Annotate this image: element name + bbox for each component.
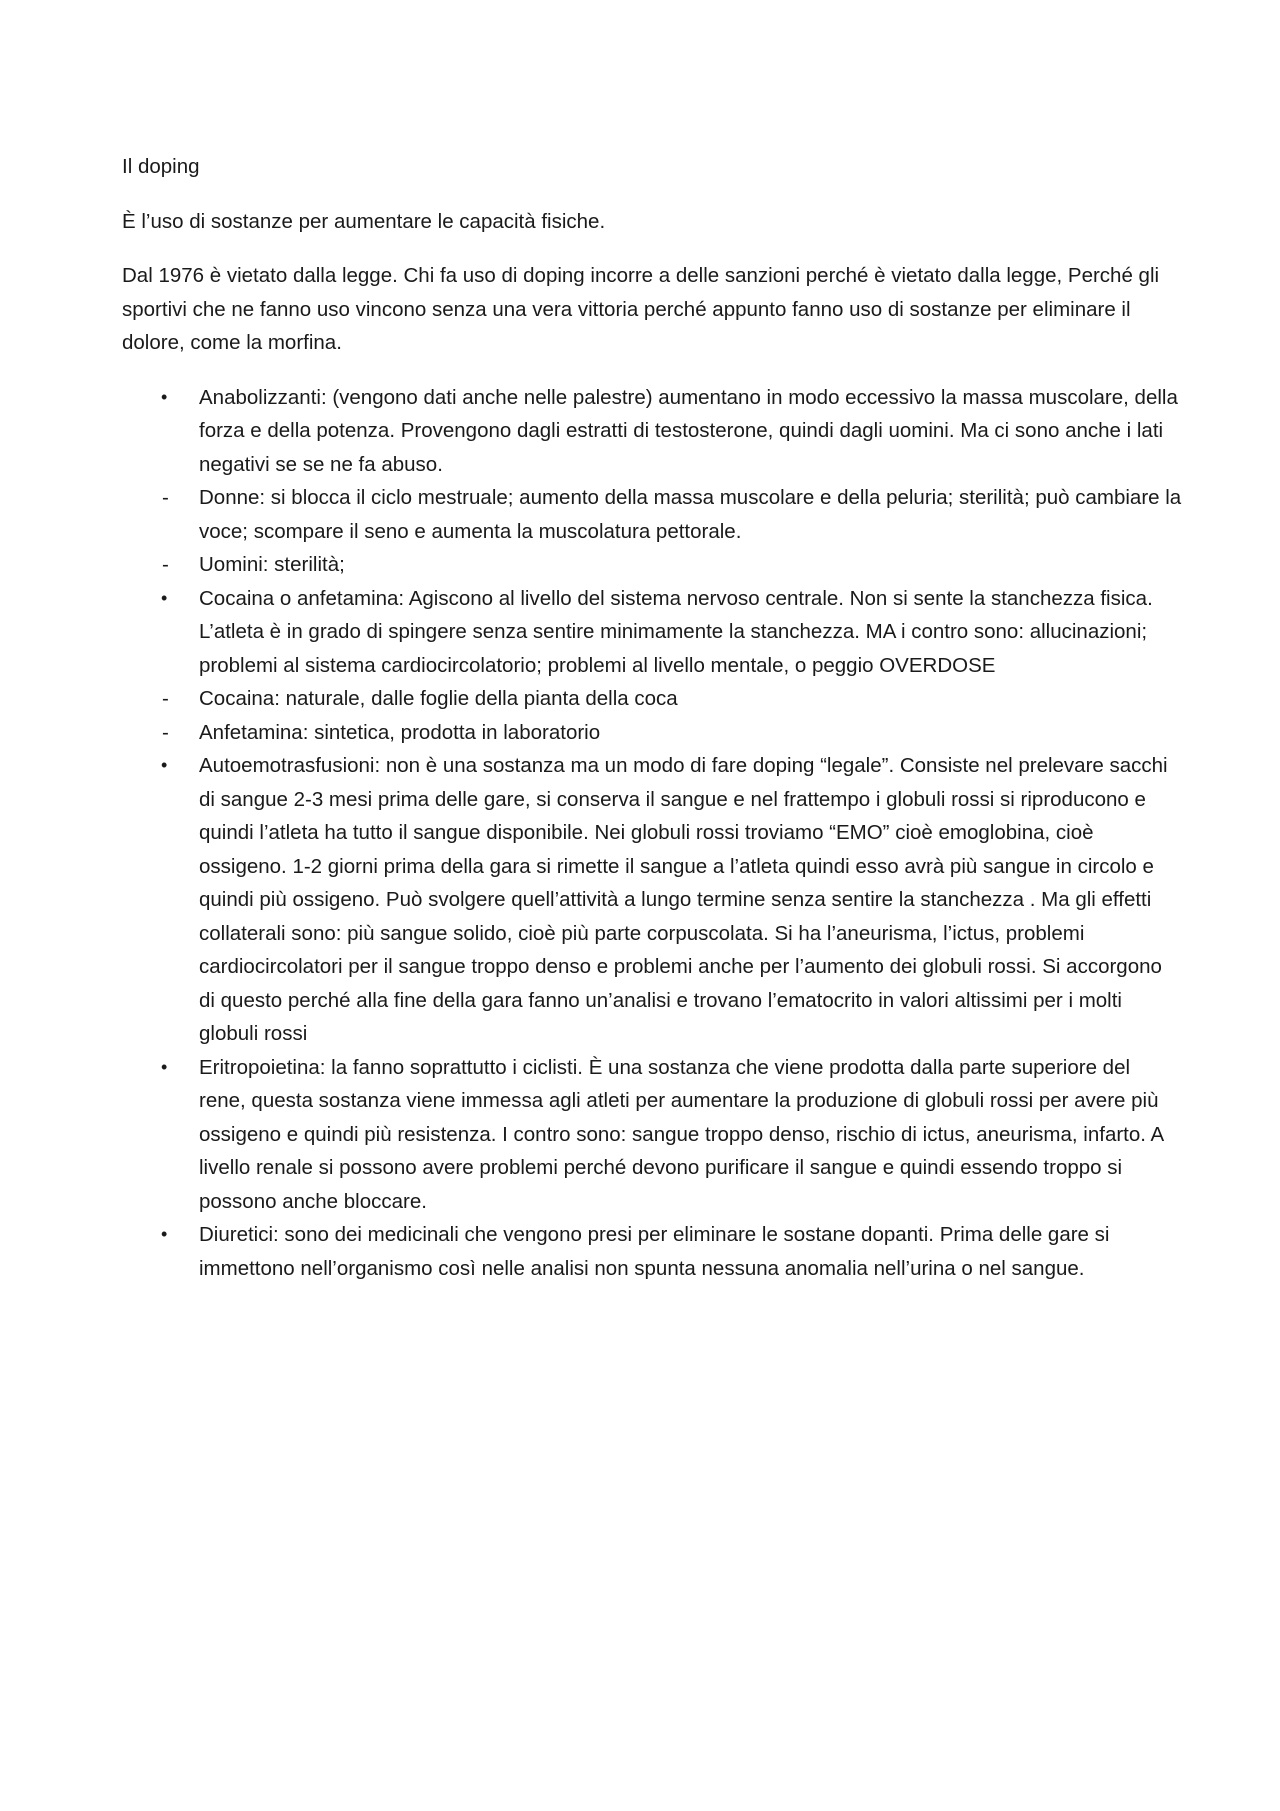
list-item-text: Cocaina o anfetamina: Agiscono al livello del sistema nervoso centrale. Non si sente la stanchezza fisica. L’atleta è in grado di spingere senza sentire minimamente la stanchezza. MA i contro sono: allucinazioni; problemi al sistema cardiocircolatorio; problemi al livello mentale, o peggio OVERDOSE — [199, 586, 1153, 677]
list-item-text: Cocaina: naturale, dalle foglie della pianta della coca — [199, 687, 678, 710]
list-item-diuretici — [122, 1218, 1182, 1285]
list-item-text: Eritropoietina: la fanno soprattutto i ciclisti. È una sostanza che viene prodotta dalla parte superiore del rene, questa sostanza viene immessa agli atleti per aumentare la produzione di globuli rossi per avere più ossigeno e quindi più resistenza. I contro sono: sangue troppo denso, rischio di ictus, aneurisma, infarto. A livello renale si possono avere problemi perché devono purificare il sangue e quindi essendo troppo si possono anche bloccare. — [199, 1055, 1164, 1213]
bullet-icon: • — [161, 1224, 168, 1244]
list-item-text: Anfetamina: sintetica, prodotta in laboratorio — [199, 720, 601, 744]
dash-icon: - — [162, 687, 169, 710]
list-item-text: Diuretici: sono dei medicinali che vengono presi per eliminare le sostane dopanti. Prima delle gare si immettono nell’organismo così nelle analisi non spunta nessuna anomalia nell’urina o nel sangue. — [199, 1223, 1110, 1280]
list-item-text: Uomini: sterilità; — [199, 553, 345, 576]
document-body — [122, 150, 1182, 1285]
intro-paragraph: È l’uso di sostanze per aumentare le capacità fisiche. — [122, 209, 606, 233]
list-item-anabolizzanti — [122, 381, 1182, 482]
law-paragraph: Dal 1976 è vietato dalla legge. Chi fa uso di doping incorre a delle sanzioni perché è vietato dalla legge, Perché gli sportivi che ne fanno uso vincono senza una vera vittoria perché appunto fanno uso di sostanze per eliminare il dolore, come la morfina. — [122, 264, 1160, 354]
dash-icon: - — [162, 720, 169, 744]
bullet-icon: • — [161, 587, 168, 608]
list-item-cocaina-anfetamina — [122, 582, 1182, 683]
list-item-text: Autoemotrasfusioni: non è una sostanza ma un modo di fare doping “legale”. Consiste nel prelevare sacchi di sangue 2-3 mesi prima delle gare, si conserva il sangue e nel frattempo i globuli rossi si riproducono e quindi l’atleta ha tutto il sangue disponibile. Nei globuli rossi troviamo “EMO” cioè emoglobina, cioè ossigeno. 1-2 giorni prima della gara si rimette il sangue a l’atleta quindi esso avrà più sangue in circolo e quindi più ossigeno. Può svolgere quell’attività a lungo termine senza sentire la stanchezza . Ma gli effetti collaterali sono: più sangue solido, cioè più parte corpuscolata. Si ha l’aneurisma, l’ictus, problemi cardiocircolatori per il sangue troppo denso e problemi anche per l’aumento dei globuli rossi. Si accorgono di questo perché alla fine della gara fanno un’analisi e trovano l’ematocrito in valori altissimi per i molti globuli rossi — [199, 754, 1168, 1045]
list-item-text: Anabolizzanti: (vengono dati anche nelle palestre) aumentano in modo eccessivo la massa muscolare, della forza e della potenza. Provengono dagli estratti di testosterone, quindi dagli uomini. Ma ci sono anche i lati negativi se se ne fa abuso. — [199, 385, 1178, 476]
list-item-eritropoietina — [122, 1051, 1182, 1219]
dash-icon: - — [162, 553, 169, 576]
list-item-anfetamina — [122, 716, 1182, 750]
substances-list — [122, 381, 1182, 1286]
list-item-autoemotrasfusioni — [122, 749, 1182, 1051]
bullet-icon: • — [161, 386, 168, 407]
list-item-text: Donne: si blocca il ciclo mestruale; aumento della massa muscolare e della peluria; sterilità; può cambiare la voce; scompare il seno e aumenta la muscolatura pettorale. — [199, 486, 1182, 543]
bullet-icon: • — [161, 755, 168, 775]
list-item-uomini — [122, 548, 1182, 582]
list-item-cocaina — [122, 682, 1182, 716]
document-title: Il doping — [122, 155, 200, 178]
list-item-donne — [122, 481, 1182, 548]
dash-icon: - — [162, 486, 169, 509]
bullet-icon: • — [161, 1056, 168, 1077]
